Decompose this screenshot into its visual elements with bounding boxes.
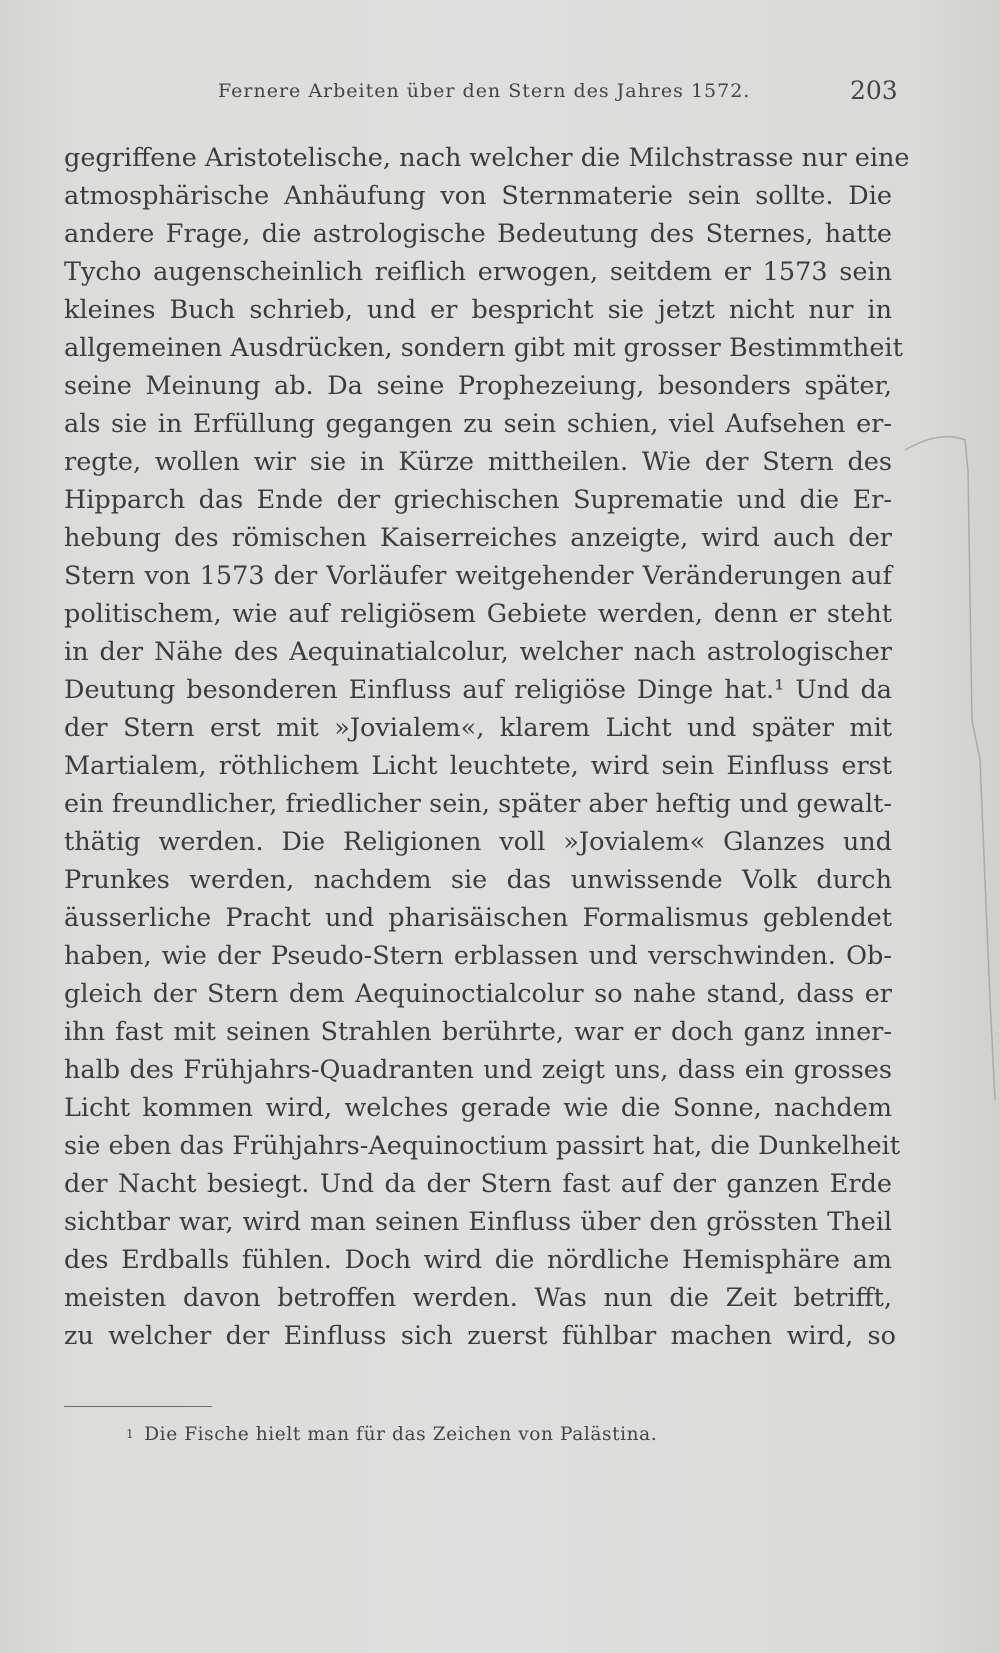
- text-line: ein freundlicher, friedlicher sein, später aber heftig und gewalt-: [64, 789, 892, 819]
- footnote-text: Die Fische hielt man für das Zeichen von Palästina.: [144, 1424, 658, 1445]
- text-line: in der Nähe des Aequinatialcolur, welcher nach astrologischer: [64, 637, 892, 667]
- text-line: des Erdballs fühlen. Doch wird die nördliche Hemisphäre am: [64, 1245, 892, 1275]
- text-line: als sie in Erfüllung gegangen zu sein schien, viel Aufsehen er-: [64, 409, 892, 439]
- text-line: zu welcher der Einfluss sich zuerst fühlbar machen wird, so: [64, 1321, 896, 1351]
- text-line: meisten davon betroffen werden. Was nun die Zeit betrifft,: [64, 1283, 892, 1313]
- text-line: Tycho augenscheinlich reiflich erwogen, seitdem er 1573 sein: [64, 257, 892, 287]
- text-line: kleines Buch schrieb, und er bespricht sie jetzt nicht nur in: [64, 295, 892, 325]
- text-line: ihn fast mit seinen Strahlen berührte, war er doch ganz inner-: [64, 1017, 892, 1047]
- text-line: Prunkes werden, nachdem sie das unwissende Volk durch: [64, 865, 892, 895]
- text-line: halb des Frühjahrs-Quadranten und zeigt uns, dass ein grosses: [64, 1055, 892, 1085]
- text-line: regte, wollen wir sie in Kürze mittheilen. Wie der Stern des: [64, 447, 892, 477]
- text-line: allgemeinen Ausdrücken, sondern gibt mit grosser Bestimmtheit: [64, 333, 903, 363]
- running-title: Fernere Arbeiten über den Stern des Jahres 1572.: [218, 80, 751, 102]
- page-number: 203: [850, 76, 898, 105]
- text-line: der Nacht besiegt. Und da der Stern fast auf der ganzen Erde: [64, 1169, 892, 1199]
- text-line: sichtbar war, wird man seinen Einfluss über den grössten Theil: [64, 1207, 892, 1237]
- text-line: gleich der Stern dem Aequinoctialcolur so nahe stand, dass er: [64, 979, 892, 1009]
- text-line: Hipparch das Ende der griechischen Suprematie und die Er-: [64, 485, 892, 515]
- text-line: haben, wie der Pseudo-Stern erblassen und verschwinden. Ob-: [64, 941, 892, 971]
- text-line: Martialem, röthlichem Licht leuchtete, wird sein Einfluss erst: [64, 751, 892, 781]
- text-line: hebung des römischen Kaiserreiches anzeigte, wird auch der: [64, 523, 892, 553]
- text-line: gegriffene Aristotelische, nach welcher die Milchstrasse nur eine: [64, 143, 910, 173]
- text-line: sie eben das Frühjahrs-Aequinoctium passirt hat, die Dunkelheit: [64, 1131, 900, 1161]
- footnote: [126, 1424, 657, 1445]
- text-line: thätig werden. Die Religionen voll »Jovialem« Glanzes und: [64, 827, 892, 857]
- footnote-marker: 1: [126, 1427, 135, 1441]
- text-line: Deutung besonderen Einfluss auf religiöse Dinge hat.¹ Und da: [64, 675, 892, 705]
- text-line: politischem, wie auf religiösem Gebiete werden, denn er steht: [64, 599, 892, 629]
- text-line: Licht kommen wird, welches gerade wie die Sonne, nachdem: [64, 1093, 892, 1123]
- text-line: äusserliche Pracht und pharisäischen Formalismus geblendet: [64, 903, 892, 933]
- text-line: seine Meinung ab. Da seine Prophezeiung, besonders später,: [64, 371, 892, 401]
- text-line: atmosphärische Anhäufung von Sternmaterie sein sollte. Die: [64, 181, 892, 211]
- text-line: Stern von 1573 der Vorläufer weitgehender Veränderungen auf: [64, 561, 892, 591]
- body-text: [64, 139, 910, 1355]
- footnote-rule: [64, 1406, 212, 1407]
- text-line: andere Frage, die astrologische Bedeutung des Sternes, hatte: [64, 219, 892, 249]
- text-line: der Stern erst mit »Jovialem«, klarem Licht und später mit: [64, 713, 892, 743]
- running-header: [0, 76, 1000, 106]
